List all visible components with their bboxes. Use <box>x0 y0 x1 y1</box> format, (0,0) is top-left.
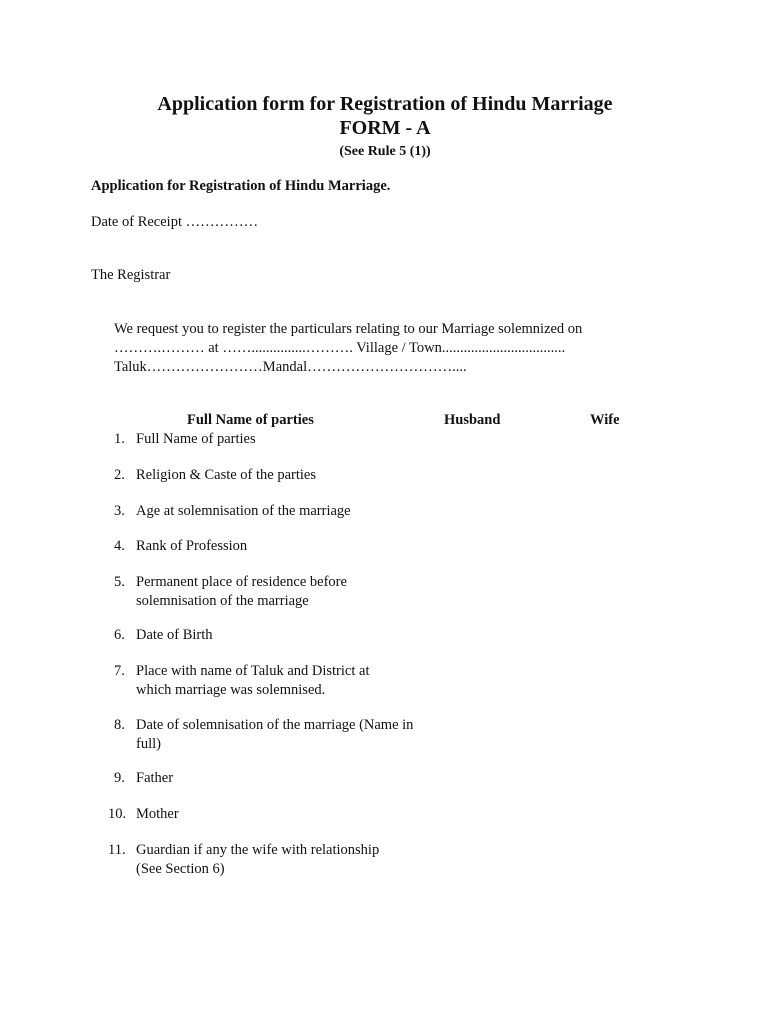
item-number: 8. <box>114 717 125 733</box>
date-of-receipt: Date of Receipt …………… <box>91 214 259 230</box>
request-line-2: ……….……… at ……...............………. Village / Town.................................. <box>114 340 566 356</box>
item-text: Guardian if any the wife with relationship (See Section 6) <box>136 842 380 877</box>
item-text: Date of solemnisation of the marriage (Name in full) <box>136 717 414 752</box>
item-text: Rank of Profession <box>136 538 248 554</box>
column-header-wife: Wife <box>590 412 620 428</box>
application-subject: Application for Registration of Hindu Marriage. <box>91 178 391 194</box>
item-text: Mother <box>136 806 179 822</box>
item-number: 6. <box>114 627 125 643</box>
item-text: Full Name of parties <box>136 431 256 447</box>
item-text: Age at solemnisation of the marriage <box>136 503 351 519</box>
item-text: Date of Birth <box>136 627 213 643</box>
item-number: 11. <box>108 842 126 858</box>
addressee: The Registrar <box>91 267 171 283</box>
request-line-1: We request you to register the particulars relating to our Marriage solemnized on <box>114 321 583 337</box>
item-text: Religion & Caste of the parties <box>136 467 317 483</box>
request-line-3: Taluk……………………Mandal………………………….... <box>114 359 467 375</box>
item-number: 1. <box>114 431 125 447</box>
item-number: 3. <box>114 503 125 519</box>
item-number: 2. <box>114 467 125 483</box>
rule-reference: (See Rule 5 (1)) <box>339 144 431 159</box>
item-text: Father <box>136 770 174 786</box>
form-title: Application form for Registration of Hindu Marriage <box>157 93 613 115</box>
column-header-parties: Full Name of parties <box>187 412 314 428</box>
form-number: FORM - A <box>339 117 431 139</box>
request-paragraph <box>114 320 582 377</box>
item-text: Permanent place of residence before solemnisation of the marriage <box>136 574 347 609</box>
item-number: 4. <box>114 538 125 554</box>
column-header-husband: Husband <box>444 412 501 428</box>
item-number: 9. <box>114 770 125 786</box>
item-text: Place with name of Taluk and District at which marriage was solemnised. <box>136 663 370 698</box>
item-number: 5. <box>114 574 125 590</box>
item-number: 7. <box>114 663 125 679</box>
item-number: 10. <box>108 806 127 822</box>
